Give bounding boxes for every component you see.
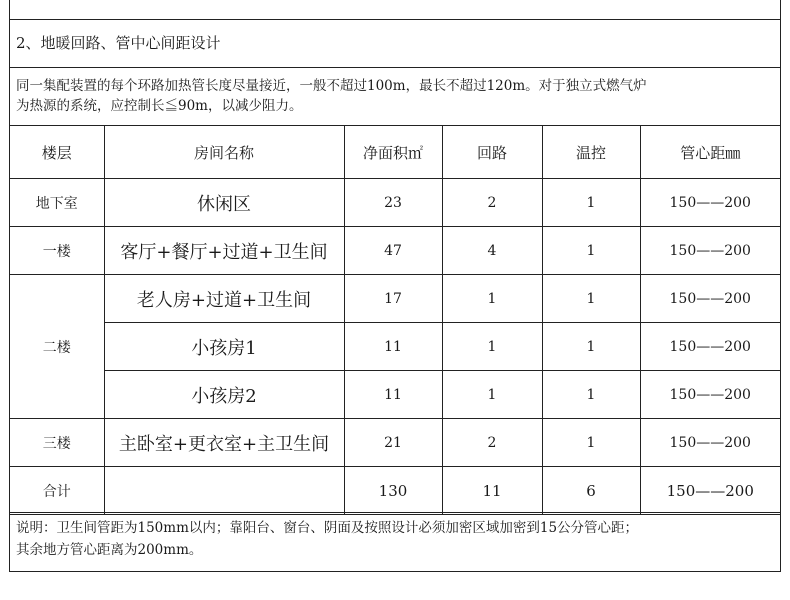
total-thermostat-cell: 6 (542, 467, 640, 515)
floor-cell: 地下室 (10, 179, 104, 227)
header-room-name: 房间名称 (104, 126, 344, 179)
area-cell: 47 (344, 227, 442, 275)
loops-cell: 1 (442, 371, 542, 419)
table-row (10, 275, 780, 323)
note-paragraph (10, 512, 780, 572)
loops-cell: 4 (442, 227, 542, 275)
header-pipe-spacing: 管心距㎜ (640, 126, 780, 179)
document-page (9, 0, 781, 572)
total-label-cell: 合计 (10, 467, 104, 515)
thermostat-cell: 1 (542, 371, 640, 419)
total-loops-cell: 11 (442, 467, 542, 515)
header-floor: 楼层 (10, 126, 104, 179)
spacing-cell: 150——200 (640, 275, 780, 323)
header-loops: 回路 (442, 126, 542, 179)
total-spacing-cell: 150——200 (640, 467, 780, 515)
spacing-cell: 150——200 (640, 371, 780, 419)
floor-cell: 一楼 (10, 227, 104, 275)
header-net-area: 净面积㎡ (344, 126, 442, 179)
room-name-cell: 小孩房1 (104, 323, 344, 371)
total-area-cell: 130 (344, 467, 442, 515)
area-cell: 11 (344, 371, 442, 419)
loops-cell: 1 (442, 275, 542, 323)
intro-paragraph (10, 68, 780, 126)
room-name-cell: 休闲区 (104, 179, 344, 227)
area-cell: 23 (344, 179, 442, 227)
intro-line: 同一集配装置的每个环路加热管长度尽量接近，一般不超过100m，最长不超过120m。对于独立式燃气炉 (16, 78, 647, 94)
spacing-cell: 150——200 (640, 419, 780, 467)
top-blank-row (10, 0, 780, 20)
thermostat-cell: 1 (542, 323, 640, 371)
total-room-cell (104, 467, 344, 515)
spacing-cell: 150——200 (640, 227, 780, 275)
area-cell: 21 (344, 419, 442, 467)
table-row (10, 323, 780, 371)
spacing-cell: 150——200 (640, 179, 780, 227)
note-line: 说明：卫生间管距为150mm以内；靠阳台、窗台、阴面及按照设计必须加密区域加密到15公分管心距； (16, 520, 639, 536)
thermostat-cell: 1 (542, 179, 640, 227)
room-name-cell: 老人房+过道+卫生间 (104, 275, 344, 323)
loops-cell: 1 (442, 323, 542, 371)
loop-spacing-table (10, 126, 780, 515)
header-thermostat: 温控 (542, 126, 640, 179)
thermostat-cell: 1 (542, 227, 640, 275)
table-row (10, 419, 780, 467)
area-cell: 11 (344, 323, 442, 371)
intro-line: 为热源的系统，应控制长≦90m，以减少阻力。 (16, 98, 303, 114)
table-row (10, 179, 780, 227)
note-line: 其余地方管心距离为200mm。 (16, 542, 203, 558)
area-cell: 17 (344, 275, 442, 323)
room-name-cell: 小孩房2 (104, 371, 344, 419)
spacing-cell: 150——200 (640, 323, 780, 371)
room-name-cell: 客厅+餐厅+过道+卫生间 (104, 227, 344, 275)
thermostat-cell: 1 (542, 419, 640, 467)
table-row (10, 371, 780, 419)
floor-cell: 二楼 (10, 275, 104, 419)
floor-cell: 三楼 (10, 419, 104, 467)
total-row (10, 467, 780, 515)
section-title: 2、地暖回路、管中心间距设计 (10, 20, 780, 68)
room-name-cell: 主卧室+更衣室+主卫生间 (104, 419, 344, 467)
loops-cell: 2 (442, 419, 542, 467)
loops-cell: 2 (442, 179, 542, 227)
table-header-row (10, 126, 780, 179)
table-row (10, 227, 780, 275)
thermostat-cell: 1 (542, 275, 640, 323)
